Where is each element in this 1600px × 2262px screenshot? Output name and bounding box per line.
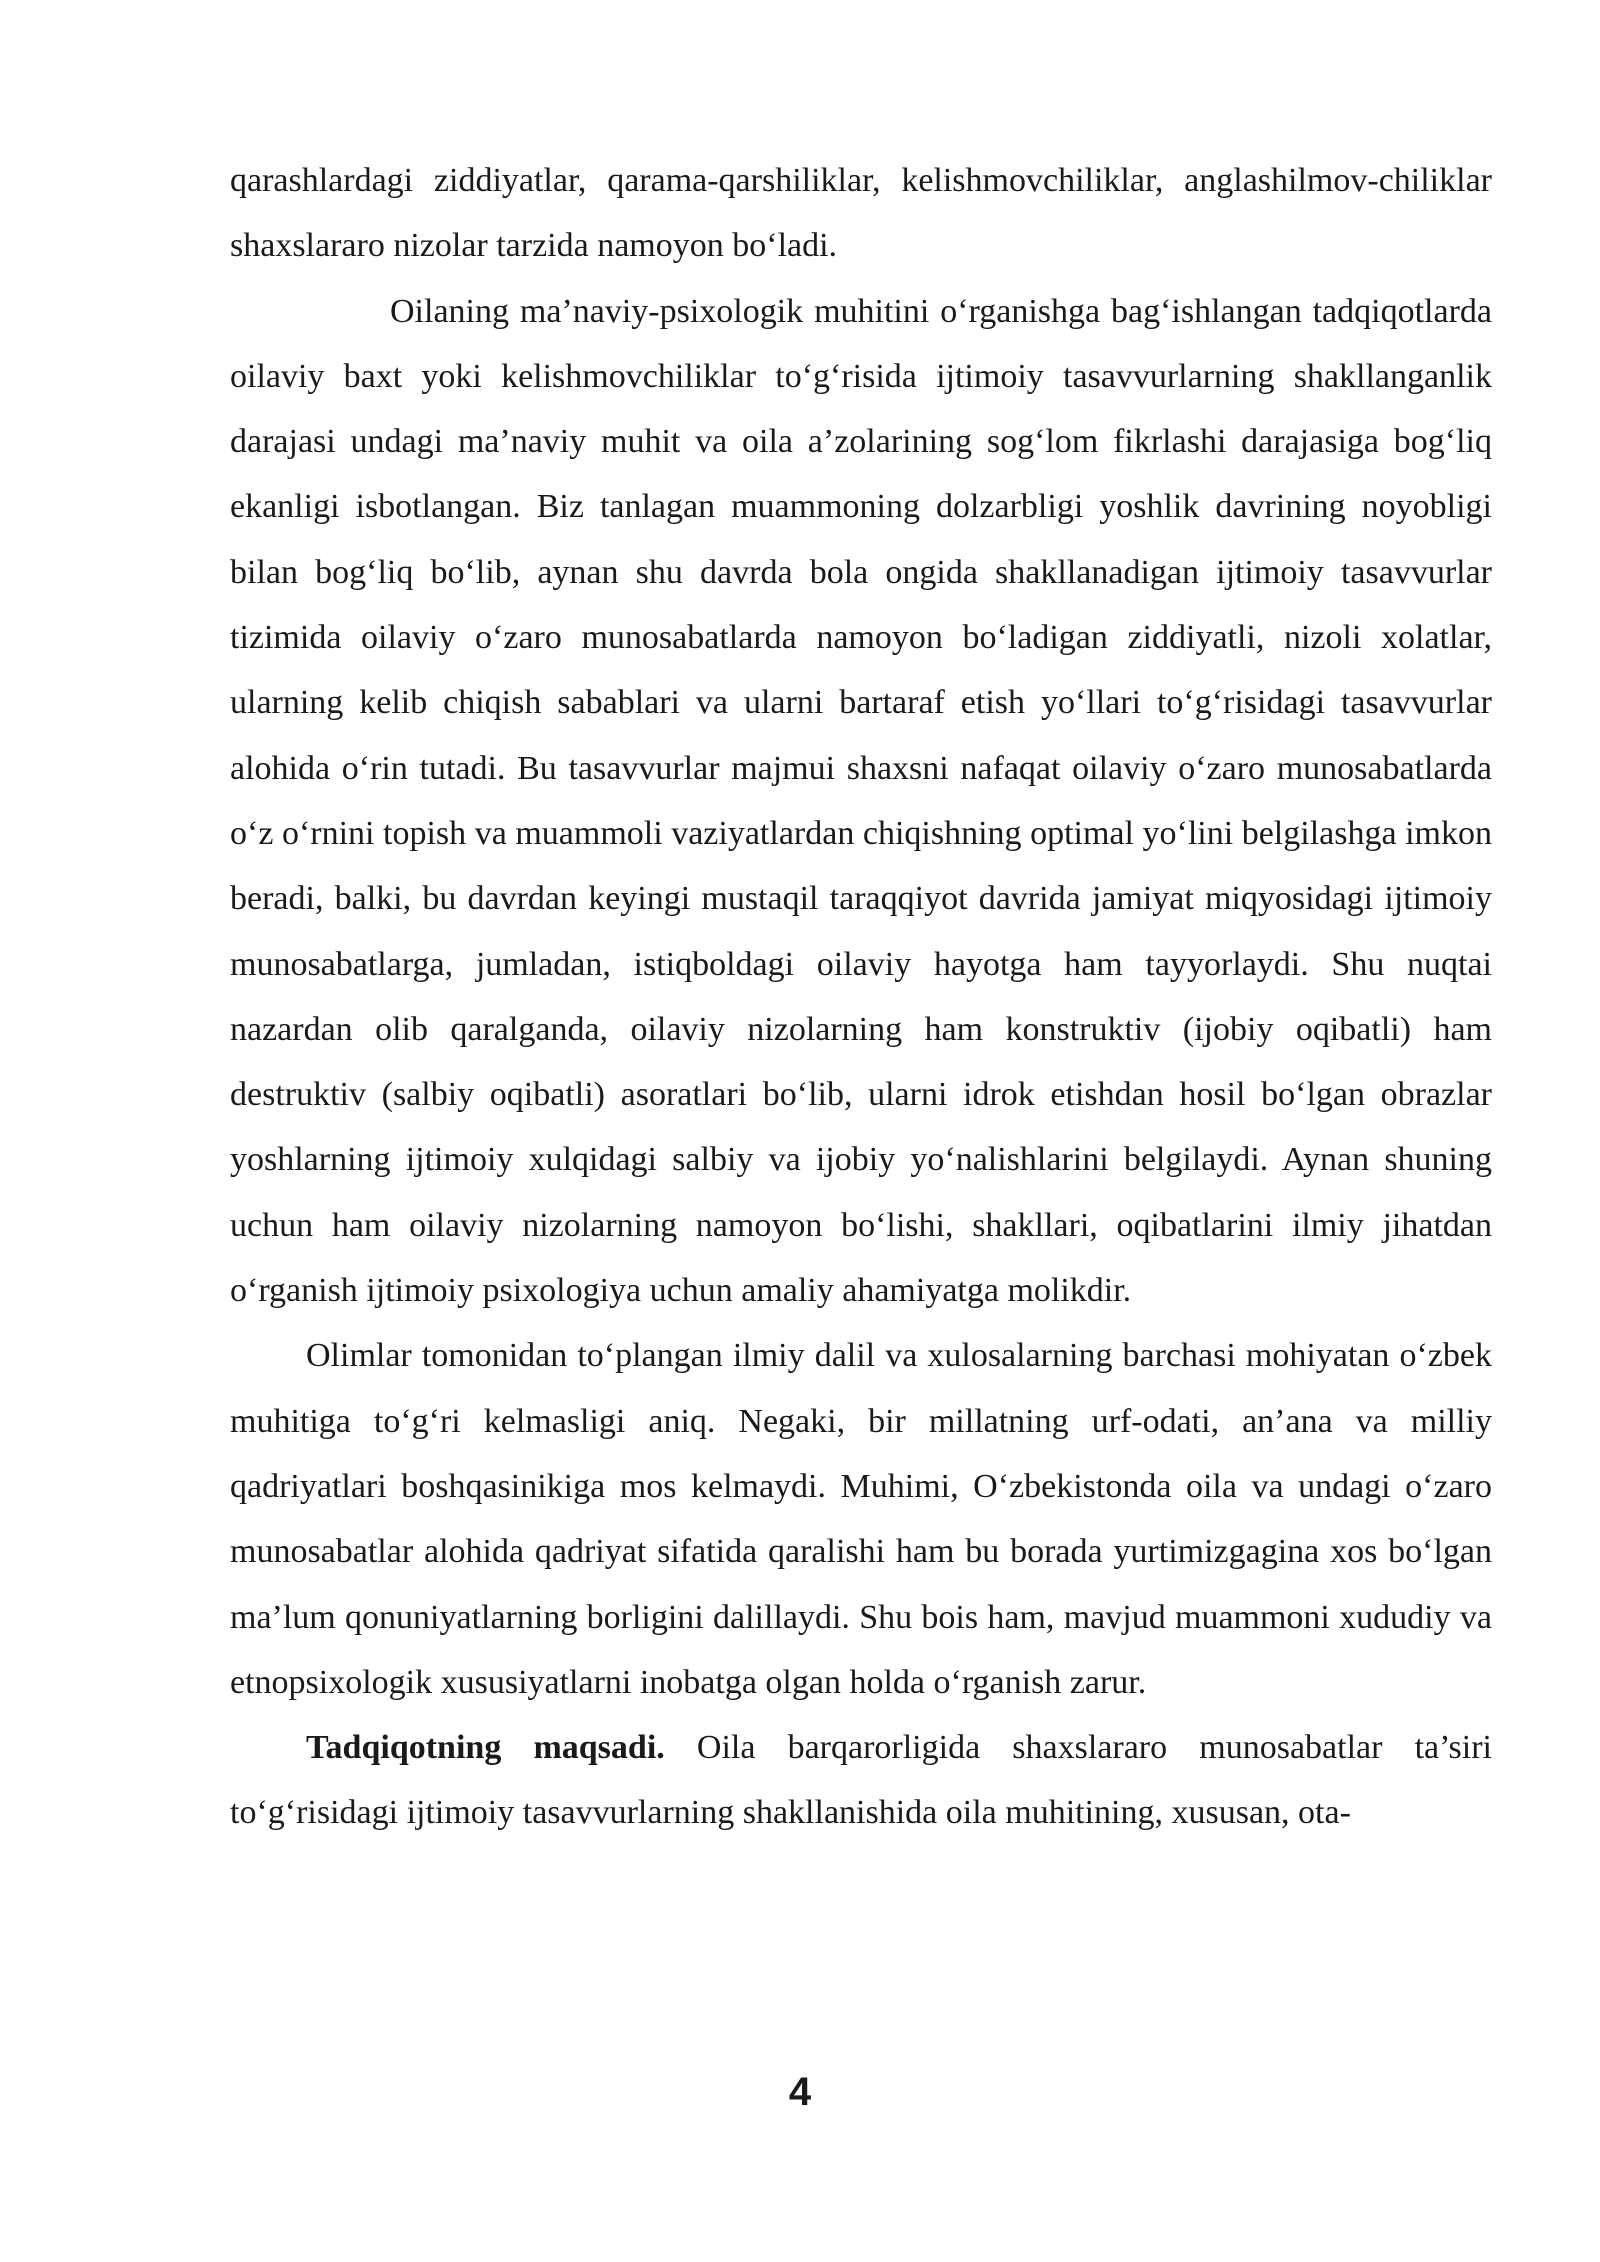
research-goal-text: Oila barqarorligida shaxslararo munosabatlar ta’siri to‘g‘risidagi ijtimoiy tasavvurlarning shakllanishida oila muhitining, xususan, ota- — [230, 1729, 1492, 1832]
paragraph-scholars-conclusions: Olimlar tomonidan to‘plangan ilmiy dalil va xulosalarning barchasi mohiyatan o‘zbek muhitiga to‘g‘ri kelmasligi aniq. Negaki, bir millatning urf-odati, an’ana va milliy qadriyatlari boshqasinikiga mos kelmaydi. Muhimi, O‘zbekistonda oila va undagi o‘zaro munosabatlar alohida qadriyat sifatida qaralishi ham bu borada yurtimizgagina xos bo‘lgan ma’lum qonuniyatlarning borligini dalillaydi. Shu bois ham, mavjud muammoni xududiy va etnopsixologik xususiyatlarni inobatga olgan holda o‘rganish zarur. — [230, 1337, 1492, 1701]
research-goal-heading: Tadqiqotning maqsadi. — [306, 1729, 665, 1767]
page-number: 4 — [788, 2070, 812, 2114]
paragraph-continuation: qarashlardagi ziddiyatlar, qarama-qarshiliklar, kelishmovchiliklar, anglashilmov-chiliklar shaxslararo nizolar tarzida namoyon bo‘ladi. — [230, 162, 1492, 265]
body-text — [230, 148, 1492, 1846]
paragraph-research-goal — [230, 1715, 1492, 1846]
paragraph-family-climate: Oilaning ma’naviy-psixologik muhitini o‘rganishga bag‘ishlangan tadqiqotlarda oilaviy baxt yoki kelishmovchiliklar to‘g‘risida ijtimoiy tasavvurlarning shakllanganlik darajasi undagi ma’naviy muhit va oila a’zolarining sog‘lom fikrlashi darajasiga bog‘liq ekanligi isbotlangan. Biz tanlagan muammoning dolzarbligi yoshlik davrining noyobligi bilan bog‘liq bo‘lib, aynan shu davrda bola ongida shakllanadigan ijtimoiy tasavvurlar tizimida oilaviy o‘zaro munosabatlarda namoyon bo‘ladigan ziddiyatli, nizoli xolatlar, ularning kelib chiqish sabablari va ularni bartaraf etish yo‘llari to‘g‘risidagi tasavvurlar alohida o‘rin tutadi. Bu tasavvurlar majmui shaxsni nafaqat oilaviy o‘zaro munosabatlarda o‘z o‘rnini topish va muammoli vaziyatlardan chiqishning optimal yo‘lini belgilashga imkon beradi, balki, bu davrdan keyingi mustaqil taraqqiyot davrida jamiyat miqyosidagi ijtimoiy munosabatlarga, jumladan, istiqboldagi oilaviy hayotga ham tayyorlaydi. Shu nuqtai nazardan olib qaralganda, oilaviy nizolarning ham konstruktiv (ijobiy oqibatli) ham destruktiv (salbiy oqibatli) asoratlari bo‘lib, ularni idrok etishdan hosil bo‘lgan obrazlar yoshlarning ijtimoiy xulqidagi salbiy va ijobiy yo‘nalishlarini belgilaydi. Aynan shuning uchun ham oilaviy nizolarning namoyon bo‘lishi, shakllari, oqibatlarini ilmiy jihatdan o‘rganish ijtimoiy psixologiya uchun amaliy ahamiyatga molikdir. — [230, 292, 1492, 1310]
